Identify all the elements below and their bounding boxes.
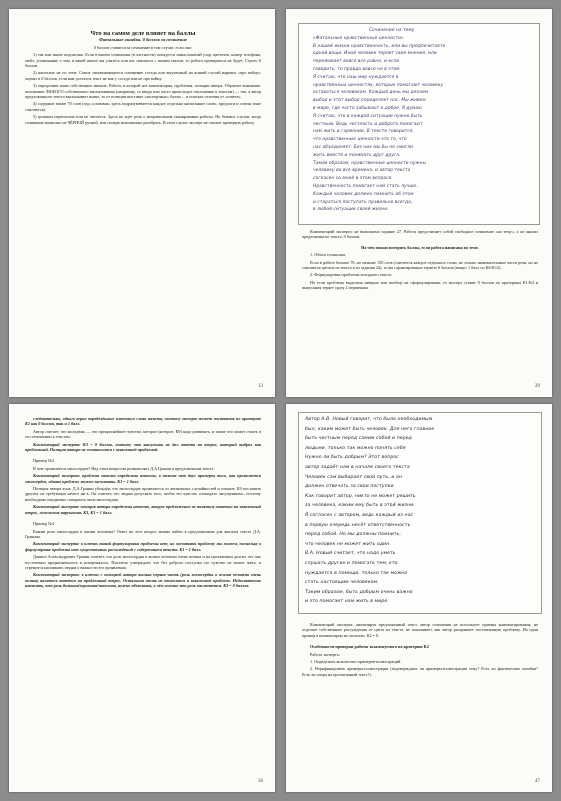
expert-comment: Комментарий эксперта: в ключах с позицией автора только первая часть (роль милосердия в жизни человека очень велика) является ответом на проблемный вопрос. Остальная часть не относится к заявленной проблеме. Недостаточно написать, что роль большая/огромная/значимая, нужно объяснить, в чём именно эта роль заключается. К3 = 0 баллов. xyxy=(25,572,261,589)
page-29 xyxy=(286,9,552,397)
point-title: 2. Формулировка проблемы исходного текста. xyxy=(310,272,392,278)
scan-header: Сочинение на тему xyxy=(369,28,415,33)
point-title: 1. Объём сочинения. xyxy=(310,252,346,258)
list-item: 2) написано не по теме. Самое запоминающееся сочинение соседа или выученный на всякий случай вариант «про войну» оценят в 0 баллов, если вам достался текст не как у соседа или не про войну. xyxy=(25,70,261,81)
expert-comment: Комментарий эксперта: К3 = 0 баллов, поэтому что выпускник не дал ответа на вопрос, который выбрал как проблемный. Позиция автора не соотносится с заявленной проблемой. xyxy=(25,441,261,453)
section-title: На чём можно потерять баллы, если работа написана по теме. xyxy=(361,244,479,250)
point-text: Если в работе больше 70, но меньше 150 слов (считается каждое отдельное слово, не только знаменательные части речи, но не считаются цитаты из текста и из задания 24), то вы гарантированно теряете 6 баллов (минус 1 балл по К6-К12). xyxy=(302,259,538,271)
page-29-text xyxy=(302,229,538,293)
handwritten-essay-scan xyxy=(298,23,540,225)
section-title: Особенности проверки работы экзаменуемого по критерию К2 xyxy=(310,644,429,650)
list-item: 1. Определить количество примеров-иллюстраций. xyxy=(310,659,402,665)
expert-comment: Комментарий эксперта: в ключах такой формулировки проблемы нет, но засчитать проблему мы можем, поскольку в формулировке проблемы нет существенных расхождений с содержанием текста. К1 = 1 балл. xyxy=(25,541,261,552)
page-36 xyxy=(9,404,275,792)
lead-text: следовательно, одного верно определённого ключевого слова текста, поэтому эксперт может поставить по критерию К1 как 0 баллов, так и 1 балл. xyxy=(25,416,261,427)
work-label: Работа эксперта: xyxy=(310,651,340,657)
list-item: 2. Верифицировать примеры-иллюстрации (подтверждают ли примеры-иллюстрации тему? Есть ли фактические ошибки? Есть ли опора на прочитанный текст?). xyxy=(302,666,538,677)
page-13-text xyxy=(25,31,261,127)
expert-comment: Комментарий эксперта: не выполнено задание 27. Работа представляет собой свободное сочинение «на тему», а не анализ предложенного текста. 0 баллов. xyxy=(302,229,538,240)
example-heading: Пример №4 xyxy=(33,521,55,527)
page-47 xyxy=(286,404,552,792)
list-item: 3) определяют ваше собственное мнение. Работа, в которой нет комментария, проблемы, позиции автора. Обратите внимание: положение ЛЮБОГО собственного высказывания (например, со ввода или часто происходит отклонение к текстам) — так, а автор предложенного текста высказывает иначе, то от позиции выставят «экспертные» баллы ... в поисках отличия от «ответа». xyxy=(25,83,261,100)
list-item: 1) так или иначе подписано. Если в вашем сочинении (в частности) попадется замысловатый узор, цветочек, номер телефона, мейл, упоминание о том, в какой школе вы учитесь или вас связаться с вашим пылом, то работа проверяться не будет. Строго 0 баллов. xyxy=(25,52,261,69)
scan-lines: Автор А.В. Новый говорит, что было необходимым был, каким может быть человек. Для него главное быть честным перед самим собой и перед людьми, только так можно понять себя Нужно ли быть добрым? Этот вопрос автор задаёт нам в начале своего текста Человек сам выбирает свой путь, и он должен отвечать за свои поступки Как говорит автор, никто не может решить за человека, каким ему быть в этой жизни. Я согласен с автором, ведь каждый из нас в первую очередь несёт ответственность перед собой. Но мы должны помнить, что человек не может жить один. В.А. Новый считает, что надо уметь слушать других и помогать тем, кто нуждается в помощи, только так можно стать настоящим человеком. Таким образом, быть добрым очень важно и это помогает нам жить в мире. xyxy=(305,417,435,605)
handwritten-essay-scan xyxy=(298,412,542,614)
point-text: Но если проблема выделена неверно или вообще не сформулирована, то эксперт ставит 0 баллов по критериям К1-К4 и выпускник теряет сразу 2 первичных xyxy=(302,279,538,291)
page-number: 36 xyxy=(258,779,263,784)
page-number: 47 xyxy=(535,779,540,784)
page-number: 13 xyxy=(258,384,263,389)
page-title: Что на самом деле влияет на баллы xyxy=(90,30,196,37)
page-36-text xyxy=(25,416,261,591)
page-13 xyxy=(9,9,275,397)
intro-text: 0 баллов ставится за сочинение в том случае, если оно: xyxy=(93,44,193,50)
example-text: Какова роль милосердия в жизни человека? Ответ на этот вопрос можно найти в предложенном для анализа тексте Д.А. Гранина. xyxy=(25,528,261,539)
example-heading: Пример №3 xyxy=(33,458,55,464)
author-position: Даниил Александрович Гранин считает, что роль милосердия в жизни человека очень велика и на протяжении долгих лет оно постепенно предназначалось и искоренялось. Писатель утверждает, что без доброго поступка это чувство не может жить, и стремится напомнить людям о важности его проявления. xyxy=(25,554,261,570)
list-item: 4) содержит менее 70 слов (под «словами» здесь подразумевается каждое отдельно написанное слово, предлоги и союзы тоже считаются). xyxy=(25,101,261,112)
list-item: 5) целиком переписано или не читается. Здесь не идёт речь о неправильном сканировании работы. Но бывают случаи, когда сочинение написано не ЧЁРНОЙ ручкой, или почерк невозможно разобрать. В этом случае эксперт не сможет проверить работу. xyxy=(25,114,261,125)
author-position: Позиция автора ясна. Д.А.Гранин убеждён, что милосердие проявляется от жизненных случайностей и отказов. К9 поставить другим, не требующая нечего ни в. Он считает, что людям допускать того, чтобы это чувство «покидало запущенным», поэтому необходимо ежедневно совершать акты милосердия. xyxy=(25,486,261,502)
example-text: В чем проявляется милосердие? Над этим вопросом размышляет Д.А.Гранин в предложенном тексте. xyxy=(33,465,215,471)
page-subtitle: Фатальные ошибки. 0 баллов за сочинение xyxy=(99,37,187,43)
scan-lines: «Фатальные нравственные ценности» В нашей жизни нравственность, или вы предпочитаете одной вещи. Иной человек теряет свое мнение, или переживает вовсе все равно, и если говорить, то правда вовсе не в этом Я считаю, что наш мир нуждается в нравственных ценностях, которые помогают человеку оставаться человеком. Каждый день мы делаем выбор и этот выбор определяет нас. Мы живем в мире, где часто забывают о добре. Я думаю Я считаю, что в каждой ситуации нужно быть честным. Ведь честность и доброта помогают нам жить в гармонии. В тексте говорится, что нравственные ценности это то, что нас объединяет. Без них мы бы не смогли жить вместе и понимать друг друга. Таким образом, нравственные ценности нужны человеку во все времена, и автор текста согласен со мной в этом вопросе. Нравственность помогает нам стать лучше. Каждый человек должен помнить об этом и стараться поступать правильно всегда, в любой ситуации своей жизни. xyxy=(313,35,446,213)
page-47-text xyxy=(302,622,538,679)
expert-comment: Комментарий эксперта: позиция автора определена неточно, второе предложение не является ответом на заявленный вопрос, логические нарушения. К3, К3 = 1 балл. xyxy=(25,504,261,515)
author-text: Автор считает, что молодёжь — это прекраснейшее чувство, которое (которое, К9) надо развивать, и также что может стоять в его отношении к текстам. xyxy=(25,428,261,440)
expert-comment: Комментарий эксперта: анализируя предложенный текст, автор сочинения не использует приемы комментирования, не отделяет собственные рассуждения от цитат из текста, не показывает, как автор раскрывает поставленную проблему. На один пример в комментарии не засчитан. К2 = 0. xyxy=(302,622,538,638)
expert-comment: Комментарий эксперта: проблема текста определена неточно, в тексте нет двух примеров того, как проявляется милосердие, однако проблему можно засчитать. К1 = 1 балл. xyxy=(25,473,261,484)
page-number: 29 xyxy=(535,384,540,389)
